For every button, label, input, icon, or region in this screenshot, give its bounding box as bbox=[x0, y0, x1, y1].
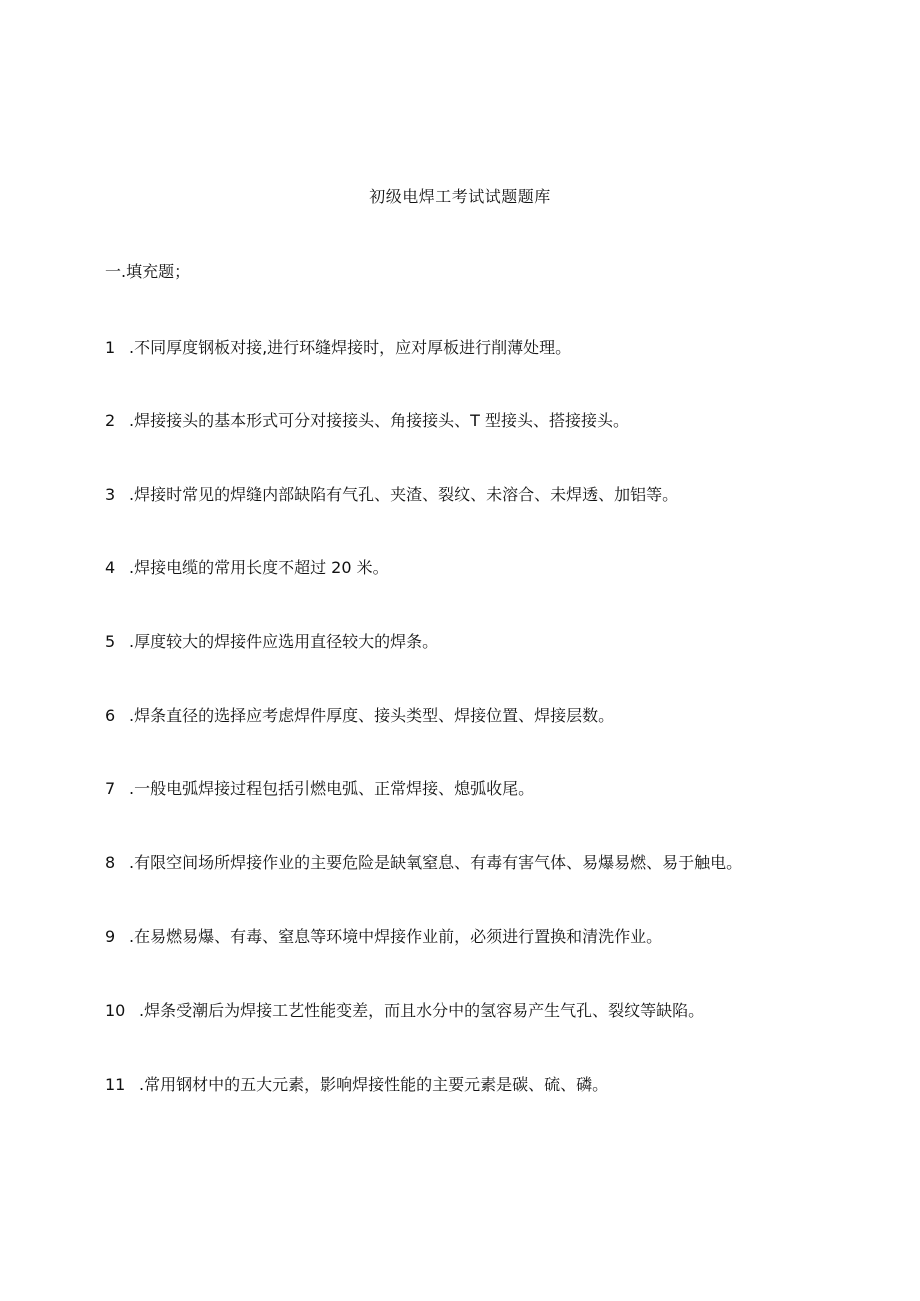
question-item bbox=[105, 926, 885, 948]
question-number: 8 bbox=[105, 853, 116, 872]
question-text: .常用钢材中的五大元素，影响焊接性能的主要元素是碳、硫、磷。 bbox=[139, 1075, 609, 1094]
question-number: 11 bbox=[105, 1075, 126, 1094]
question-text: .焊条受潮后为焊接工艺性能变差，而且水分中的氢容易产生气孔、裂纹等缺陷。 bbox=[139, 1001, 705, 1020]
question-number: 9 bbox=[105, 927, 116, 946]
question-item bbox=[105, 778, 885, 800]
question-text: .有限空间场所焊接作业的主要危险是缺氧窒息、有毒有害气体、易爆易燃、易于触电。 bbox=[129, 853, 743, 872]
question-number: 3 bbox=[105, 485, 116, 504]
question-item bbox=[105, 1074, 885, 1096]
question-number: 10 bbox=[105, 1001, 126, 1020]
question-text: .焊接电缆的常用长度不超过 20 米。 bbox=[129, 558, 389, 577]
question-text: .一般电弧焊接过程包括引燃电弧、正常焊接、熄弧收尾。 bbox=[129, 779, 535, 798]
question-text: .焊条直径的选择应考虑焊件厚度、接头类型、焊接位置、焊接层数。 bbox=[129, 706, 615, 725]
document-title: 初级电焊工考试试题题库 bbox=[369, 187, 551, 206]
question-item bbox=[105, 337, 885, 359]
question-text: .不同厚度钢板对接,进行环缝焊接时，应对厚板进行削薄处理。 bbox=[129, 338, 572, 357]
question-item bbox=[105, 1000, 885, 1022]
question-number: 7 bbox=[105, 779, 116, 798]
question-number: 5 bbox=[105, 632, 116, 651]
question-item bbox=[105, 631, 885, 653]
question-number: 4 bbox=[105, 558, 116, 577]
question-item bbox=[105, 852, 885, 874]
question-item bbox=[105, 557, 885, 579]
question-number: 1 bbox=[105, 338, 116, 357]
question-text: .在易燃易爆、有毒、窒息等环境中焊接作业前，必须进行置换和清洗作业。 bbox=[129, 927, 663, 946]
question-number: 2 bbox=[105, 411, 116, 430]
question-item bbox=[105, 705, 885, 727]
question-text: .焊接时常见的焊缝内部缺陷有气孔、夹渣、裂纹、未溶合、未焊透、加铝等。 bbox=[129, 485, 679, 504]
question-number: 6 bbox=[105, 706, 116, 725]
section-heading: 一.填充题； bbox=[105, 262, 191, 281]
question-item bbox=[105, 410, 885, 432]
question-text: .焊接接头的基本形式可分对接接头、角接接头、T 型接头、搭接接头。 bbox=[129, 411, 629, 430]
question-text: .厚度较大的焊接件应选用直径较大的焊条。 bbox=[129, 632, 439, 651]
question-item bbox=[105, 484, 885, 506]
